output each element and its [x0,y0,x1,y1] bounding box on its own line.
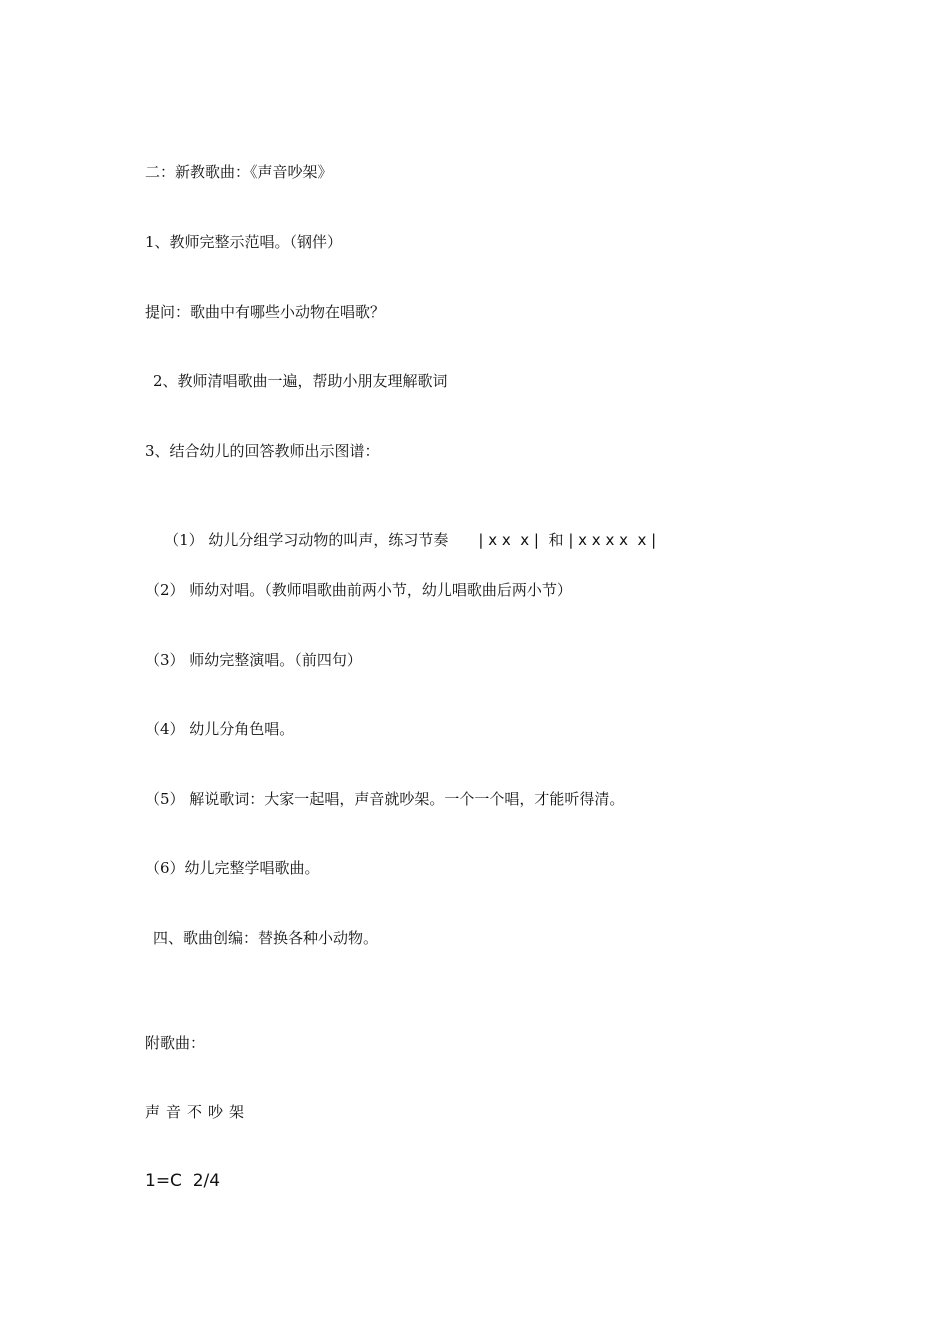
section-heading-new-song: 二：新教歌曲：《声音吵架》 [145,163,333,181]
substep-2-duet: （2） 师幼对唱。（教师唱歌曲前两小节，幼儿唱歌曲后两小节） [145,581,572,599]
song-title: 声音不吵架 [145,1103,251,1121]
substep-4-role-singing: （4） 幼儿分角色唱。 [145,720,295,738]
substep-5-lyrics-explanation: （5） 解说歌词：大家一起唱，声音就吵架。一个一个唱，才能听得清。 [145,790,625,808]
substep-6-full-learning: （6）幼儿完整学唱歌曲。 [145,859,320,877]
rhythm-pattern-2: | x x x x x | [568,531,657,549]
substep-1-rhythm-practice [145,510,656,570]
question-animals: 提问：歌曲中有哪些小动物在唱歌？ [145,303,386,321]
rhythm-pattern-1: | x x x | [478,531,539,549]
song-key-signature: 1=C 2/4 [145,1171,221,1191]
step-1-teacher-demo: 1、教师完整示范唱。（钢伴） [145,233,343,251]
step-3-show-chart: 3、结合幼儿的回答教师出示图谱： [145,442,380,460]
section-four-song-creation: 四、歌曲创编：替换各种小动物。 [153,929,379,947]
substep-1-text: （1） 幼儿分组学习动物的叫声，练习节奏 [164,531,449,549]
appendix-song-label: 附歌曲： [145,1034,206,1052]
substep-3-full-performance: （3） 师幼完整演唱。（前四句） [145,651,362,669]
step-2-teacher-clear-sing: 2、教师清唱歌曲一遍，帮助小朋友理解歌词 [153,372,448,390]
rhythm-and-label: 和 [548,531,564,549]
